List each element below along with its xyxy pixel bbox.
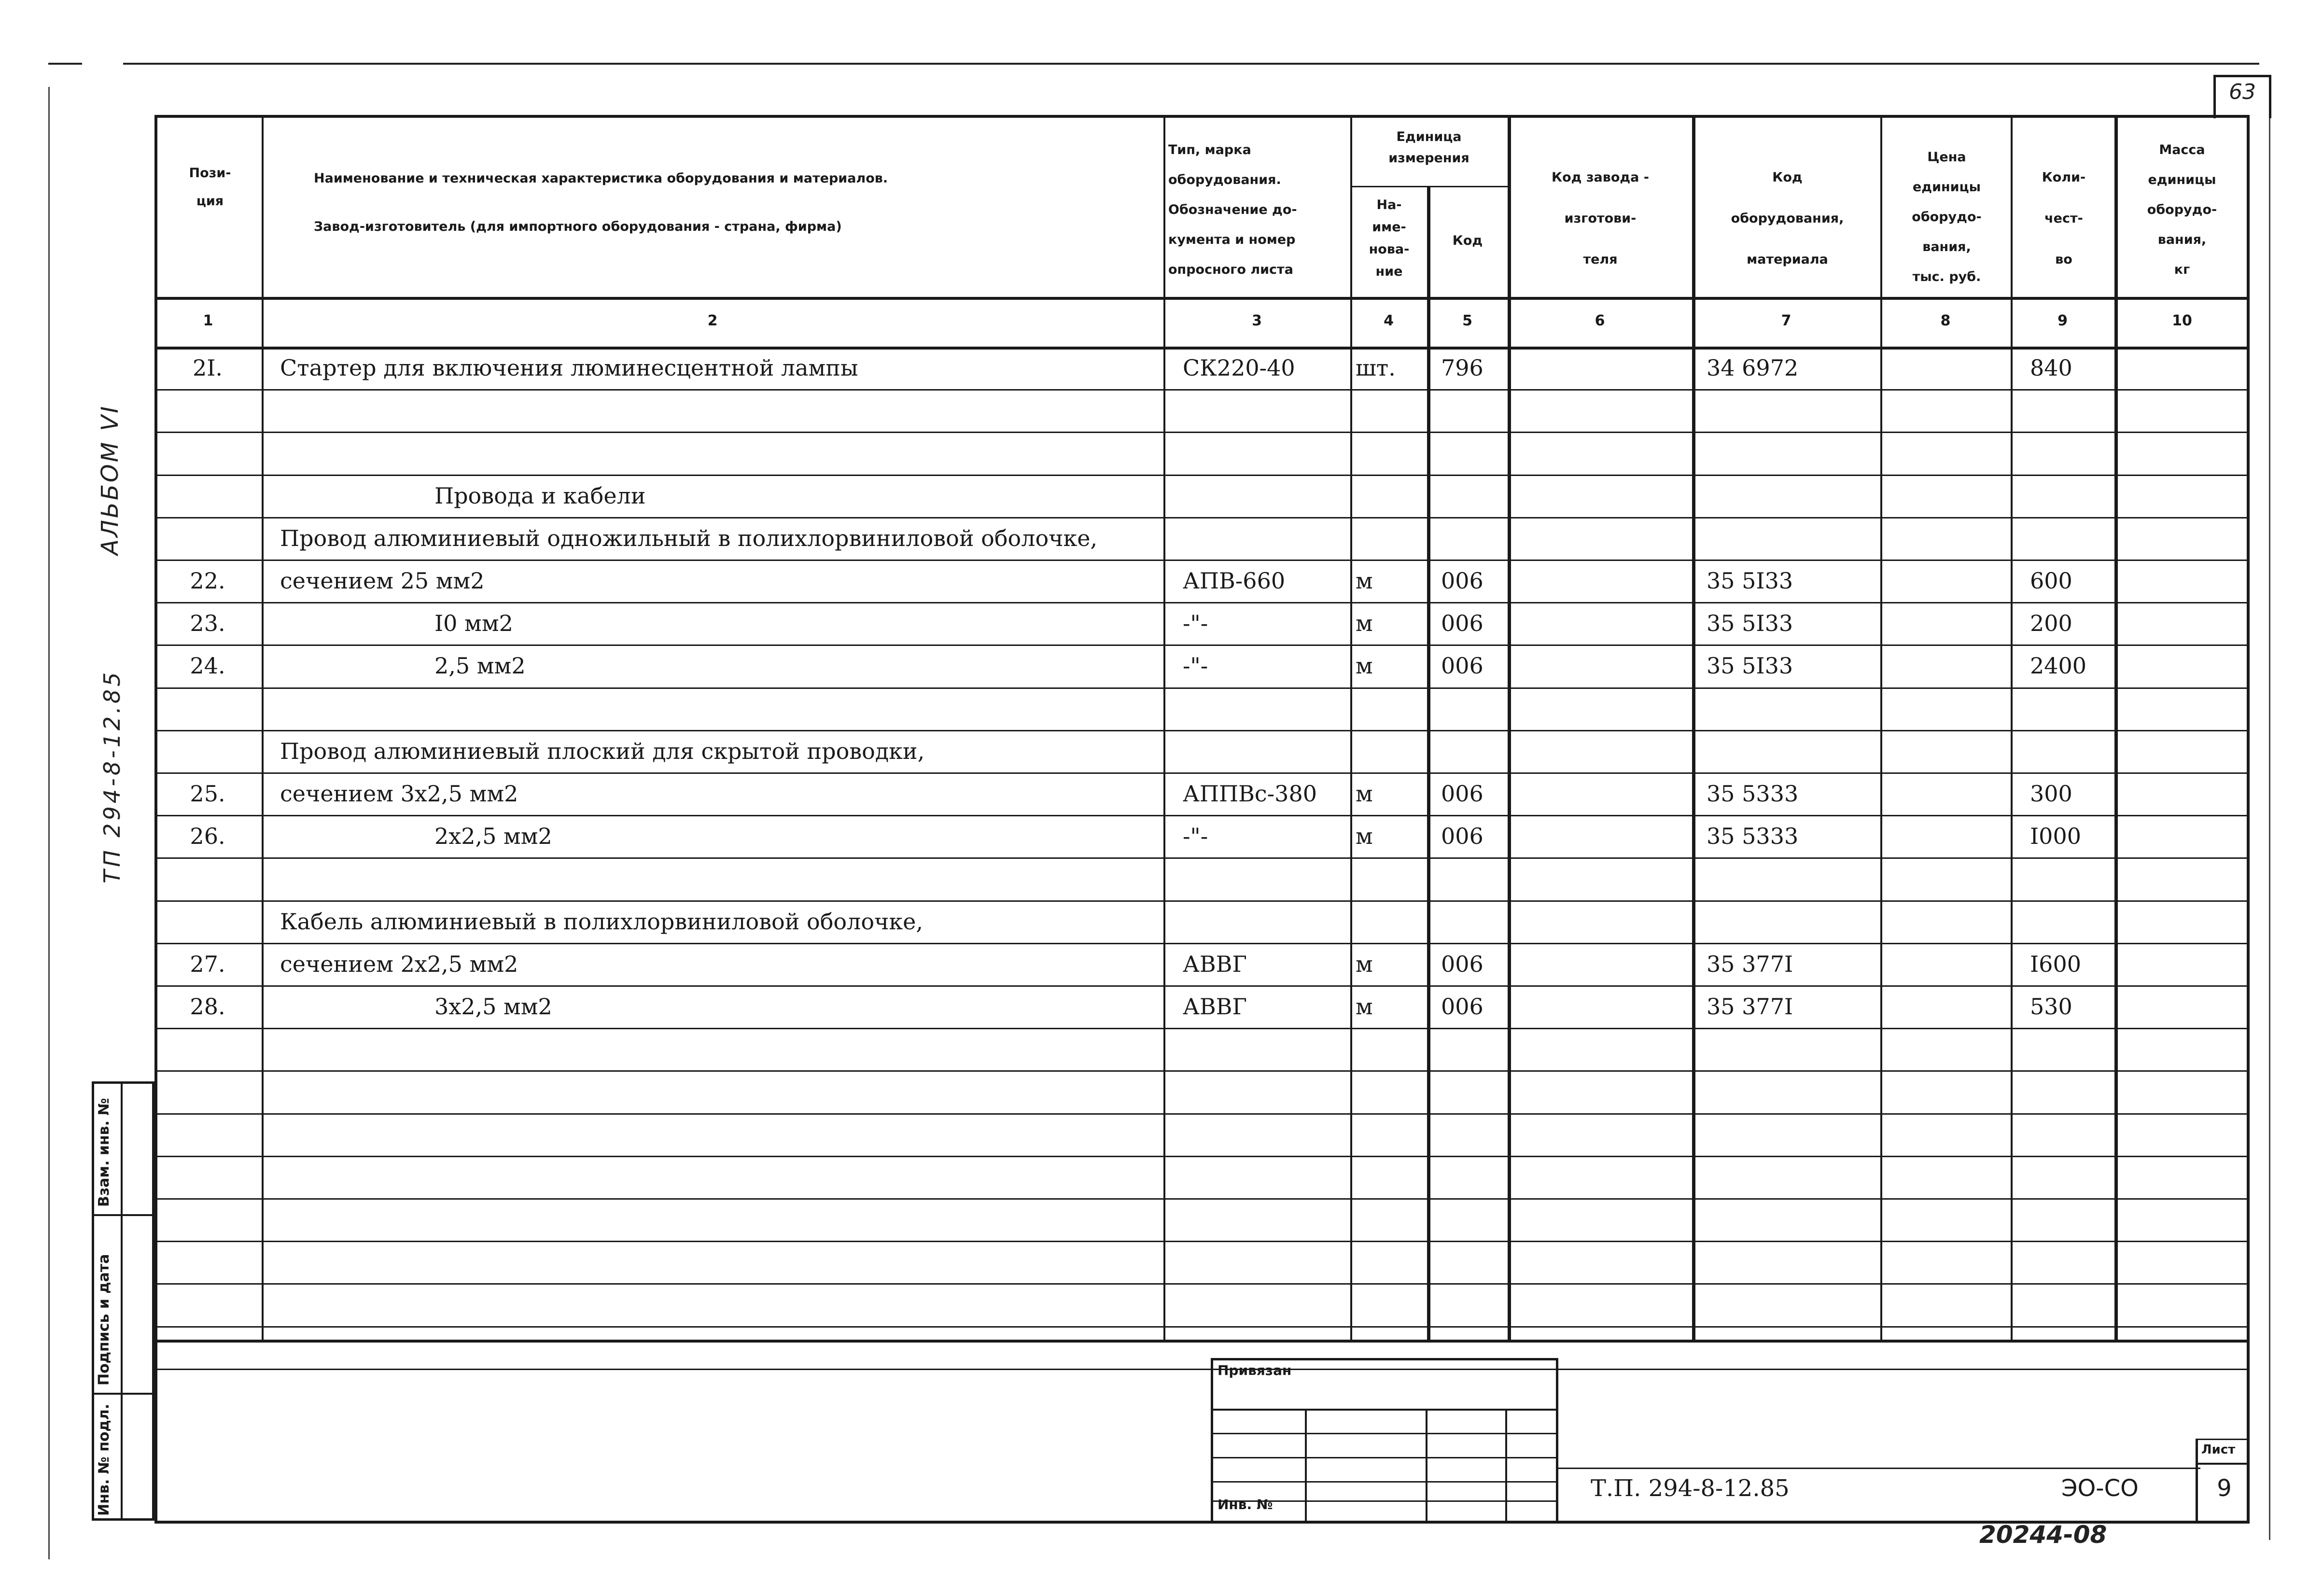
row-name: [280, 1241, 1149, 1283]
row-unit-code: [1441, 730, 1504, 772]
row-quantity: [2030, 687, 2112, 730]
row-name: 3х2,5 мм2: [434, 994, 552, 1020]
row-type: [1183, 1241, 1347, 1283]
row-unit: [1356, 687, 1423, 730]
row-plant-code: [1513, 772, 1687, 815]
row-mass: [2122, 1113, 2242, 1156]
row-name: [280, 1028, 1149, 1070]
row-name: [280, 1156, 1149, 1198]
row-position: [159, 687, 256, 730]
row-price: [1885, 644, 2006, 687]
row-unit: шт.: [1356, 355, 1396, 381]
row-quantity: [2030, 1283, 2112, 1326]
row-type: -"-: [1183, 823, 1208, 850]
document-mark: ЭО-СО: [2061, 1475, 2139, 1502]
row-quantity: [2030, 1326, 2112, 1369]
sheet-top-edge: [48, 63, 82, 65]
row-material-code: [1707, 1283, 1875, 1326]
row-material-code: [1707, 1198, 1875, 1241]
row-unit-code: [1441, 857, 1504, 900]
row-type: [1183, 1283, 1347, 1326]
row-position: [159, 1198, 256, 1241]
row-quantity: [2030, 475, 2112, 517]
footer-archive-number: 20244-08: [1979, 1521, 2107, 1549]
row-mass: [2122, 1326, 2242, 1369]
row-type: [1183, 432, 1347, 474]
row-mass: [2122, 1070, 2242, 1113]
row-price: [1885, 900, 2006, 943]
row-price: [1885, 602, 2006, 644]
row-unit: [1356, 432, 1423, 474]
row-price: [1885, 857, 2006, 900]
row-price: [1885, 475, 2006, 517]
row-unit-code: 006: [1441, 610, 1483, 637]
row-unit-code: 006: [1441, 568, 1483, 594]
row-name: I0 мм2: [434, 610, 513, 637]
row-price: [1885, 1113, 2006, 1156]
row-type: -"-: [1183, 653, 1208, 679]
row-plant-code: [1513, 1028, 1687, 1070]
row-unit: [1356, 730, 1423, 772]
sheet-corner-number: 63: [2229, 80, 2256, 104]
row-quantity: [2030, 857, 2112, 900]
row-plant-code: [1513, 1070, 1687, 1113]
col-number: 5: [1462, 312, 1472, 329]
row-price: [1885, 985, 2006, 1028]
row-price: [1885, 1283, 2006, 1326]
row-type: [1183, 475, 1347, 517]
row-unit: [1356, 1113, 1423, 1156]
row-unit-code: 006: [1441, 994, 1483, 1020]
row-name: [280, 389, 1149, 432]
row-type: [1183, 389, 1347, 432]
row-mass: [2122, 1198, 2242, 1241]
row-unit-code: 006: [1441, 951, 1483, 977]
row-material-code: [1707, 1070, 1875, 1113]
row-position: [159, 1028, 256, 1070]
row-quantity: [2030, 1198, 2112, 1241]
row-name: Кабель алюминиевый в полихлорвиниловой оболочке,: [280, 908, 924, 935]
row-plant-code: [1513, 857, 1687, 900]
row-position: 23.: [190, 610, 225, 637]
row-unit: м: [1356, 781, 1373, 807]
row-unit-code: [1441, 1028, 1504, 1070]
row-type: [1183, 857, 1347, 900]
row-price: [1885, 1198, 2006, 1241]
col-line: [1427, 186, 1430, 1341]
row-type: -"-: [1183, 610, 1208, 637]
row-price: [1885, 815, 2006, 857]
row-price: [1885, 1156, 2006, 1198]
row-quantity: I600: [2030, 951, 2081, 977]
row-plant-code: [1513, 517, 1687, 560]
row-plant-code: [1513, 815, 1687, 857]
row-mass: [2122, 985, 2242, 1028]
row-name: 2,5 мм2: [434, 653, 526, 679]
row-position: 26.: [190, 823, 225, 850]
hdr-type: Тип, марка оборудования. Обозначение до- кумента и номер опросного листа: [1168, 142, 1297, 277]
row-position: [159, 517, 256, 560]
row-quantity: [2030, 730, 2112, 772]
album-side-label: АЛЬБОМ VI: [97, 404, 124, 555]
row-mass: [2122, 687, 2242, 730]
row-type: [1183, 517, 1347, 560]
row-quantity: [2030, 1070, 2112, 1113]
row-type: [1183, 1156, 1347, 1198]
row-price: [1885, 772, 2006, 815]
row-unit: [1356, 1283, 1423, 1326]
row-mass: [2122, 389, 2242, 432]
col-number: 2: [707, 312, 718, 329]
hdr-unit: Единица измерения: [1388, 129, 1469, 166]
row-plant-code: [1513, 432, 1687, 474]
row-material-code: [1707, 1241, 1875, 1283]
row-quantity: [2030, 1028, 2112, 1070]
row-name: Стартер для включения люминесцентной лампы: [280, 355, 858, 381]
col-number: 4: [1384, 312, 1394, 329]
row-mass: [2122, 432, 2242, 474]
row-mass: [2122, 517, 2242, 560]
sheet-left-edge: [48, 87, 50, 1559]
row-unit: [1356, 1028, 1423, 1070]
title-block-line: [154, 1340, 2250, 1343]
row-unit: [1356, 517, 1423, 560]
row-unit: [1356, 475, 1423, 517]
hdr-price: Цена единицы оборудо- вания, тыс. руб.: [1912, 150, 1982, 284]
row-unit: м: [1356, 610, 1373, 637]
row-mass: [2122, 1241, 2242, 1283]
row-quantity: 300: [2030, 781, 2072, 807]
row-position: 28.: [190, 994, 225, 1020]
row-name: Провод алюминиевый одножильный в полихлорвиниловой оболочке,: [280, 525, 1098, 551]
row-type: [1183, 687, 1347, 730]
row-material-code: [1707, 1113, 1875, 1156]
row-unit: м: [1356, 568, 1373, 594]
row-quantity: [2030, 900, 2112, 943]
row-type: [1183, 900, 1347, 943]
row-mass: [2122, 347, 2242, 389]
row-name: [280, 1326, 1149, 1369]
row-material-code: 35 377I: [1707, 951, 1793, 977]
hdr-plant-code: Код завода - изготови- теля: [1552, 170, 1649, 267]
row-name: [280, 1070, 1149, 1113]
row-position: [159, 1070, 256, 1113]
row-material-code: [1707, 687, 1875, 730]
row-material-code: 35 5I33: [1707, 653, 1793, 679]
row-material-code: 34 6972: [1707, 355, 1799, 381]
row-position: 25.: [190, 781, 225, 807]
row-material-code: [1707, 900, 1875, 943]
row-position: [159, 1241, 256, 1283]
row-unit-code: [1441, 1241, 1504, 1283]
row-quantity: [2030, 432, 2112, 474]
row-quantity: 2400: [2030, 653, 2087, 679]
row-name: [280, 432, 1149, 474]
project-side-label: ТП 294-8-12.85: [99, 669, 125, 883]
row-name: [280, 1198, 1149, 1241]
row-unit-code: [1441, 517, 1504, 560]
row-mass: [2122, 772, 2242, 815]
row-unit-code: [1441, 1156, 1504, 1198]
col-number: 9: [2057, 312, 2068, 329]
row-mass: [2122, 1283, 2242, 1326]
row-name: сечением 2х2,5 мм2: [280, 951, 518, 977]
row-mass: [2122, 475, 2242, 517]
row-name: [280, 1283, 1149, 1326]
row-quantity: [2030, 389, 2112, 432]
row-quantity: I000: [2030, 823, 2081, 850]
row-name: Провода и кабели: [434, 482, 646, 509]
row-unit: [1356, 389, 1423, 432]
col-number: 6: [1595, 312, 1605, 329]
row-divider: [154, 1369, 2250, 1370]
row-type: АВВГ: [1183, 951, 1247, 977]
row-unit: [1356, 1198, 1423, 1241]
row-mass: [2122, 857, 2242, 900]
row-position: [159, 1156, 256, 1198]
row-position: [159, 1113, 256, 1156]
hdr-equipment-code: Код оборудования, материала: [1731, 170, 1844, 267]
row-position: 24.: [190, 653, 225, 679]
row-unit: [1356, 857, 1423, 900]
unit-header-divider: [1350, 186, 1508, 187]
row-unit-code: 796: [1441, 355, 1483, 381]
row-material-code: 35 5I33: [1707, 610, 1793, 637]
row-name: 2х2,5 мм2: [434, 823, 552, 850]
row-mass: [2122, 815, 2242, 857]
row-type: [1183, 730, 1347, 772]
row-type: [1183, 1070, 1347, 1113]
row-unit: [1356, 900, 1423, 943]
row-unit-code: [1441, 1113, 1504, 1156]
row-material-code: [1707, 1156, 1875, 1198]
row-price: [1885, 432, 2006, 474]
row-name: сечением 25 мм2: [280, 568, 485, 594]
row-type: СК220-40: [1183, 355, 1295, 381]
hdr-position: Пози- ция: [189, 166, 231, 209]
row-unit: [1356, 1070, 1423, 1113]
row-position: 22.: [190, 568, 225, 594]
row-unit: [1356, 1241, 1423, 1283]
sheet-box-top: [2196, 1439, 2250, 1440]
row-type: [1183, 1028, 1347, 1070]
row-unit-code: 006: [1441, 781, 1483, 807]
row-unit: [1356, 1156, 1423, 1198]
row-quantity: 200: [2030, 610, 2072, 637]
row-plant-code: [1513, 687, 1687, 730]
row-plant-code: [1513, 1198, 1687, 1241]
inventory-label: Инв. №: [1217, 1497, 1273, 1512]
row-material-code: [1707, 432, 1875, 474]
row-price: [1885, 1070, 2006, 1113]
row-plant-code: [1513, 1113, 1687, 1156]
row-plant-code: [1513, 602, 1687, 644]
row-price: [1885, 943, 2006, 985]
row-plant-code: [1513, 560, 1687, 602]
row-quantity: 840: [2030, 355, 2072, 381]
row-price: [1885, 730, 2006, 772]
row-mass: [2122, 943, 2242, 985]
row-plant-code: [1513, 730, 1687, 772]
binding-label: Привязан: [1217, 1362, 1292, 1378]
row-unit-code: 006: [1441, 653, 1483, 679]
row-price: [1885, 1028, 2006, 1070]
row-mass: [2122, 900, 2242, 943]
row-plant-code: [1513, 347, 1687, 389]
row-material-code: [1707, 1326, 1875, 1369]
row-type: АППВс-380: [1183, 781, 1317, 807]
col-number: 10: [2172, 312, 2192, 329]
row-unit-code: [1441, 687, 1504, 730]
row-position: [159, 1326, 256, 1369]
row-position: 27.: [190, 951, 225, 977]
row-mass: [2122, 1028, 2242, 1070]
sheet-top-edge: [123, 63, 2259, 65]
row-position: [159, 730, 256, 772]
row-type: АПВ-660: [1183, 568, 1286, 594]
row-plant-code: [1513, 389, 1687, 432]
row-price: [1885, 1241, 2006, 1283]
row-quantity: [2030, 1113, 2112, 1156]
col-number: 7: [1781, 312, 1791, 329]
row-quantity: [2030, 1156, 2112, 1198]
row-name: [280, 1113, 1149, 1156]
row-unit-code: [1441, 1283, 1504, 1326]
row-type: АВВГ: [1183, 994, 1247, 1020]
row-material-code: [1707, 517, 1875, 560]
col-number: 3: [1252, 312, 1262, 329]
row-quantity: [2030, 1241, 2112, 1283]
doc-block-line: [1558, 1468, 2200, 1469]
row-material-code: [1707, 475, 1875, 517]
row-material-code: 35 5333: [1707, 781, 1799, 807]
row-mass: [2122, 602, 2242, 644]
col-number: 8: [1940, 312, 1951, 329]
row-position: [159, 389, 256, 432]
hdr-mass: Масса единицы оборудо- вания, кг: [2147, 142, 2217, 277]
row-plant-code: [1513, 1241, 1687, 1283]
row-material-code: 35 5333: [1707, 823, 1799, 850]
row-type: [1183, 1113, 1347, 1156]
row-plant-code: [1513, 1283, 1687, 1326]
sheet-number: 9: [2217, 1475, 2232, 1502]
row-plant-code: [1513, 644, 1687, 687]
row-mass: [2122, 1156, 2242, 1198]
row-price: [1885, 517, 2006, 560]
document-code: Т.П. 294-8-12.85: [1591, 1475, 1790, 1502]
row-unit: м: [1356, 951, 1373, 977]
row-name: сечением 3х2,5 мм2: [280, 781, 518, 807]
row-price: [1885, 560, 2006, 602]
row-position: [159, 475, 256, 517]
row-mass: [2122, 644, 2242, 687]
sheet-right-edge: [2269, 82, 2270, 1540]
stamp-label-replacement-inv: Взам. инв. №: [96, 1098, 112, 1207]
hdr-quantity: Коли- чест- во: [2042, 170, 2086, 267]
row-plant-code: [1513, 1156, 1687, 1198]
row-plant-code: [1513, 943, 1687, 985]
row-name: [280, 857, 1149, 900]
row-quantity: [2030, 517, 2112, 560]
row-unit-code: 006: [1441, 823, 1483, 850]
row-position: [159, 900, 256, 943]
row-unit-code: [1441, 389, 1504, 432]
row-material-code: [1707, 730, 1875, 772]
row-plant-code: [1513, 900, 1687, 943]
row-position: [159, 1283, 256, 1326]
row-plant-code: [1513, 475, 1687, 517]
row-unit: м: [1356, 823, 1373, 850]
stamp-label-signature-date: Подпись и дата: [96, 1254, 112, 1386]
row-name: [280, 687, 1149, 730]
row-material-code: [1707, 857, 1875, 900]
row-material-code: [1707, 1028, 1875, 1070]
row-position: [159, 432, 256, 474]
row-position: [159, 857, 256, 900]
row-position: 2I.: [192, 355, 223, 381]
row-mass: [2122, 730, 2242, 772]
row-unit-code: [1441, 432, 1504, 474]
row-quantity: 530: [2030, 994, 2072, 1020]
row-material-code: 35 5I33: [1707, 568, 1793, 594]
row-price: [1885, 687, 2006, 730]
stamp-label-inv-original: Инв. № подл.: [96, 1403, 112, 1516]
row-mass: [2122, 560, 2242, 602]
row-name: Провод алюминиевый плоский для скрытой проводки,: [280, 738, 925, 764]
row-plant-code: [1513, 985, 1687, 1028]
col-number: 1: [203, 312, 213, 329]
row-price: [1885, 347, 2006, 389]
hdr-unit-code: Код: [1452, 233, 1483, 248]
row-price: [1885, 1326, 2006, 1369]
row-price: [1885, 389, 2006, 432]
row-unit-code: [1441, 900, 1504, 943]
row-unit-code: [1441, 475, 1504, 517]
row-unit-code: [1441, 1070, 1504, 1113]
sheet-label: Лист: [2201, 1442, 2236, 1457]
row-unit-code: [1441, 1198, 1504, 1241]
row-unit: м: [1356, 653, 1373, 679]
hdr-name: Наименование и техническая характеристика оборудования и материалов. Завод-изготовитель (для импортного оборудования - страна, фирма): [314, 171, 888, 234]
row-quantity: 600: [2030, 568, 2072, 594]
hdr-unit-name: На- име- нова- ние: [1369, 197, 1410, 279]
row-material-code: [1707, 389, 1875, 432]
row-material-code: 35 377I: [1707, 994, 1793, 1020]
row-unit: м: [1356, 994, 1373, 1020]
row-type: [1183, 1198, 1347, 1241]
